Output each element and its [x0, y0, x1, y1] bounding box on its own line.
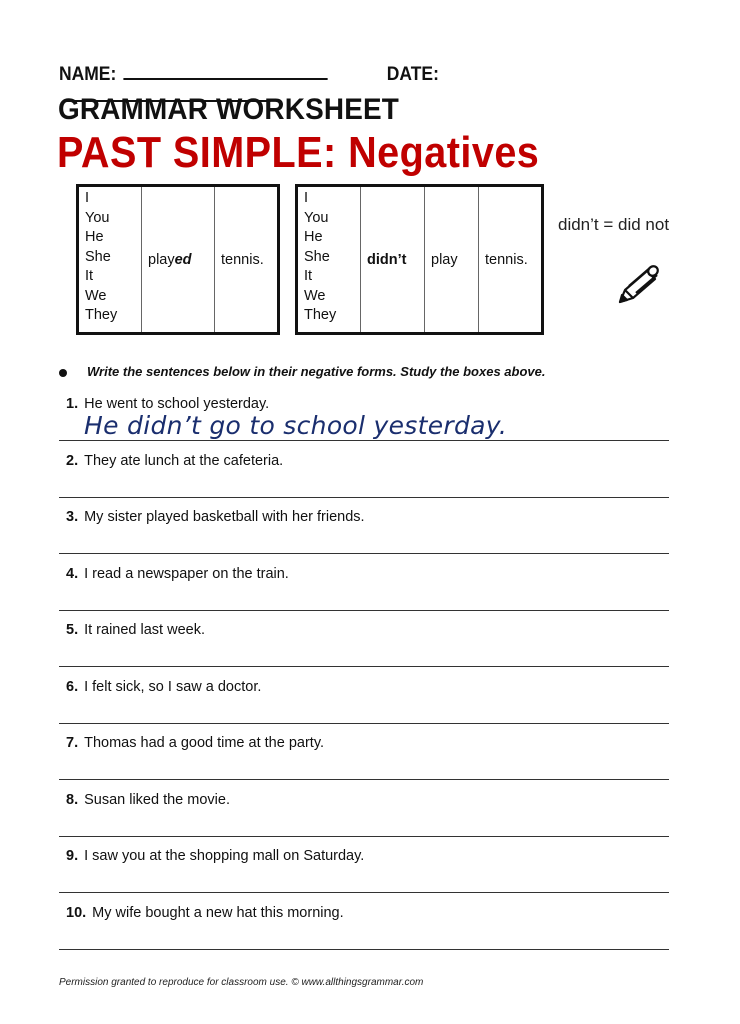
pronoun-list	[297, 186, 361, 334]
answer-1[interactable]: He didn’t go to school yesterday.	[84, 411, 508, 440]
pronoun-list	[78, 186, 142, 334]
question-text: It rained last week.	[84, 622, 205, 638]
answer-line-10[interactable]	[59, 949, 669, 950]
question-number: 4.	[66, 566, 79, 582]
question-10	[66, 905, 344, 921]
question-3	[66, 509, 365, 525]
question-text: He went to school yesterday.	[84, 396, 270, 412]
question-number: 7.	[66, 735, 79, 751]
pronoun: I	[304, 190, 309, 206]
question-7	[66, 735, 324, 751]
contraction-note: didn’t = did not	[558, 215, 670, 234]
question-text: Susan liked the movie.	[84, 792, 230, 808]
pronoun: They	[85, 307, 118, 323]
pronoun: We	[85, 287, 107, 304]
question-6	[66, 679, 261, 695]
question-text: My wife bought a new hat this morning.	[92, 905, 344, 921]
verb-stem: play	[148, 251, 175, 268]
pronoun: You	[304, 209, 329, 226]
question-text: My sister played basketball with her friends.	[84, 509, 365, 525]
pronoun: He	[85, 229, 104, 245]
question-number: 8.	[66, 792, 79, 808]
copyright-footer: Permission granted to reproduce for classroom use. © www.allthingsgrammar.com	[59, 977, 424, 988]
affirmative-table	[76, 184, 280, 335]
question-number: 2.	[66, 453, 79, 469]
pronoun: It	[304, 268, 313, 284]
object-cell: tennis.	[215, 186, 279, 334]
object-cell: tennis.	[479, 186, 543, 334]
question-number: 9.	[66, 848, 79, 864]
pronoun: You	[85, 209, 110, 226]
topic-title: PAST SIMPLE: Negatives	[57, 128, 540, 177]
pronoun: She	[304, 248, 330, 265]
pronoun: He	[304, 229, 323, 245]
question-5	[66, 622, 205, 638]
pronoun: It	[85, 268, 94, 284]
answer-line-6[interactable]	[59, 723, 669, 724]
question-4	[66, 566, 289, 582]
question-number: 1.	[66, 396, 79, 412]
question-text: I felt sick, so I saw a doctor.	[84, 679, 262, 695]
answer-line-4[interactable]	[59, 610, 669, 611]
answer-line-1[interactable]	[59, 440, 669, 441]
bullet-icon	[59, 369, 67, 377]
question-text: Thomas had a good time at the party.	[84, 735, 325, 751]
question-number: 6.	[66, 679, 79, 695]
question-number: 5.	[66, 622, 79, 638]
question-number: 3.	[66, 509, 79, 525]
past-verb-cell	[142, 186, 215, 334]
answer-line-9[interactable]	[59, 892, 669, 893]
instructions-text: Write the sentences below in their negative forms. Study the boxes above.	[87, 364, 546, 379]
instructions	[59, 364, 546, 379]
date-label: DATE:	[386, 64, 439, 85]
question-8	[66, 792, 230, 808]
verb-ending: ed	[174, 251, 192, 268]
name-label: NAME:	[59, 64, 117, 85]
answer-line-7[interactable]	[59, 779, 669, 780]
answer-line-3[interactable]	[59, 553, 669, 554]
pronoun: She	[85, 248, 111, 265]
pencil-icon	[616, 262, 660, 306]
pronoun: We	[304, 287, 326, 304]
answer-line-2[interactable]	[59, 497, 669, 498]
question-9	[66, 848, 364, 864]
question-number: 10.	[66, 905, 87, 921]
auxiliary-cell: didn’t	[361, 186, 425, 334]
negative-table	[295, 184, 544, 335]
question-text: I read a newspaper on the train.	[84, 566, 289, 582]
question-text: They ate lunch at the cafeteria.	[84, 453, 284, 469]
answer-line-5[interactable]	[59, 666, 669, 667]
question-text: I saw you at the shopping mall on Saturday.	[84, 848, 365, 864]
worksheet-title: GRAMMAR WORKSHEET	[58, 93, 400, 126]
name-field[interactable]	[124, 64, 328, 80]
pronoun: They	[304, 307, 337, 323]
answer-line-8[interactable]	[59, 836, 669, 837]
question-2	[66, 453, 283, 469]
question-1	[66, 396, 269, 412]
pronoun: I	[85, 190, 90, 206]
base-verb-cell: play	[425, 186, 479, 334]
